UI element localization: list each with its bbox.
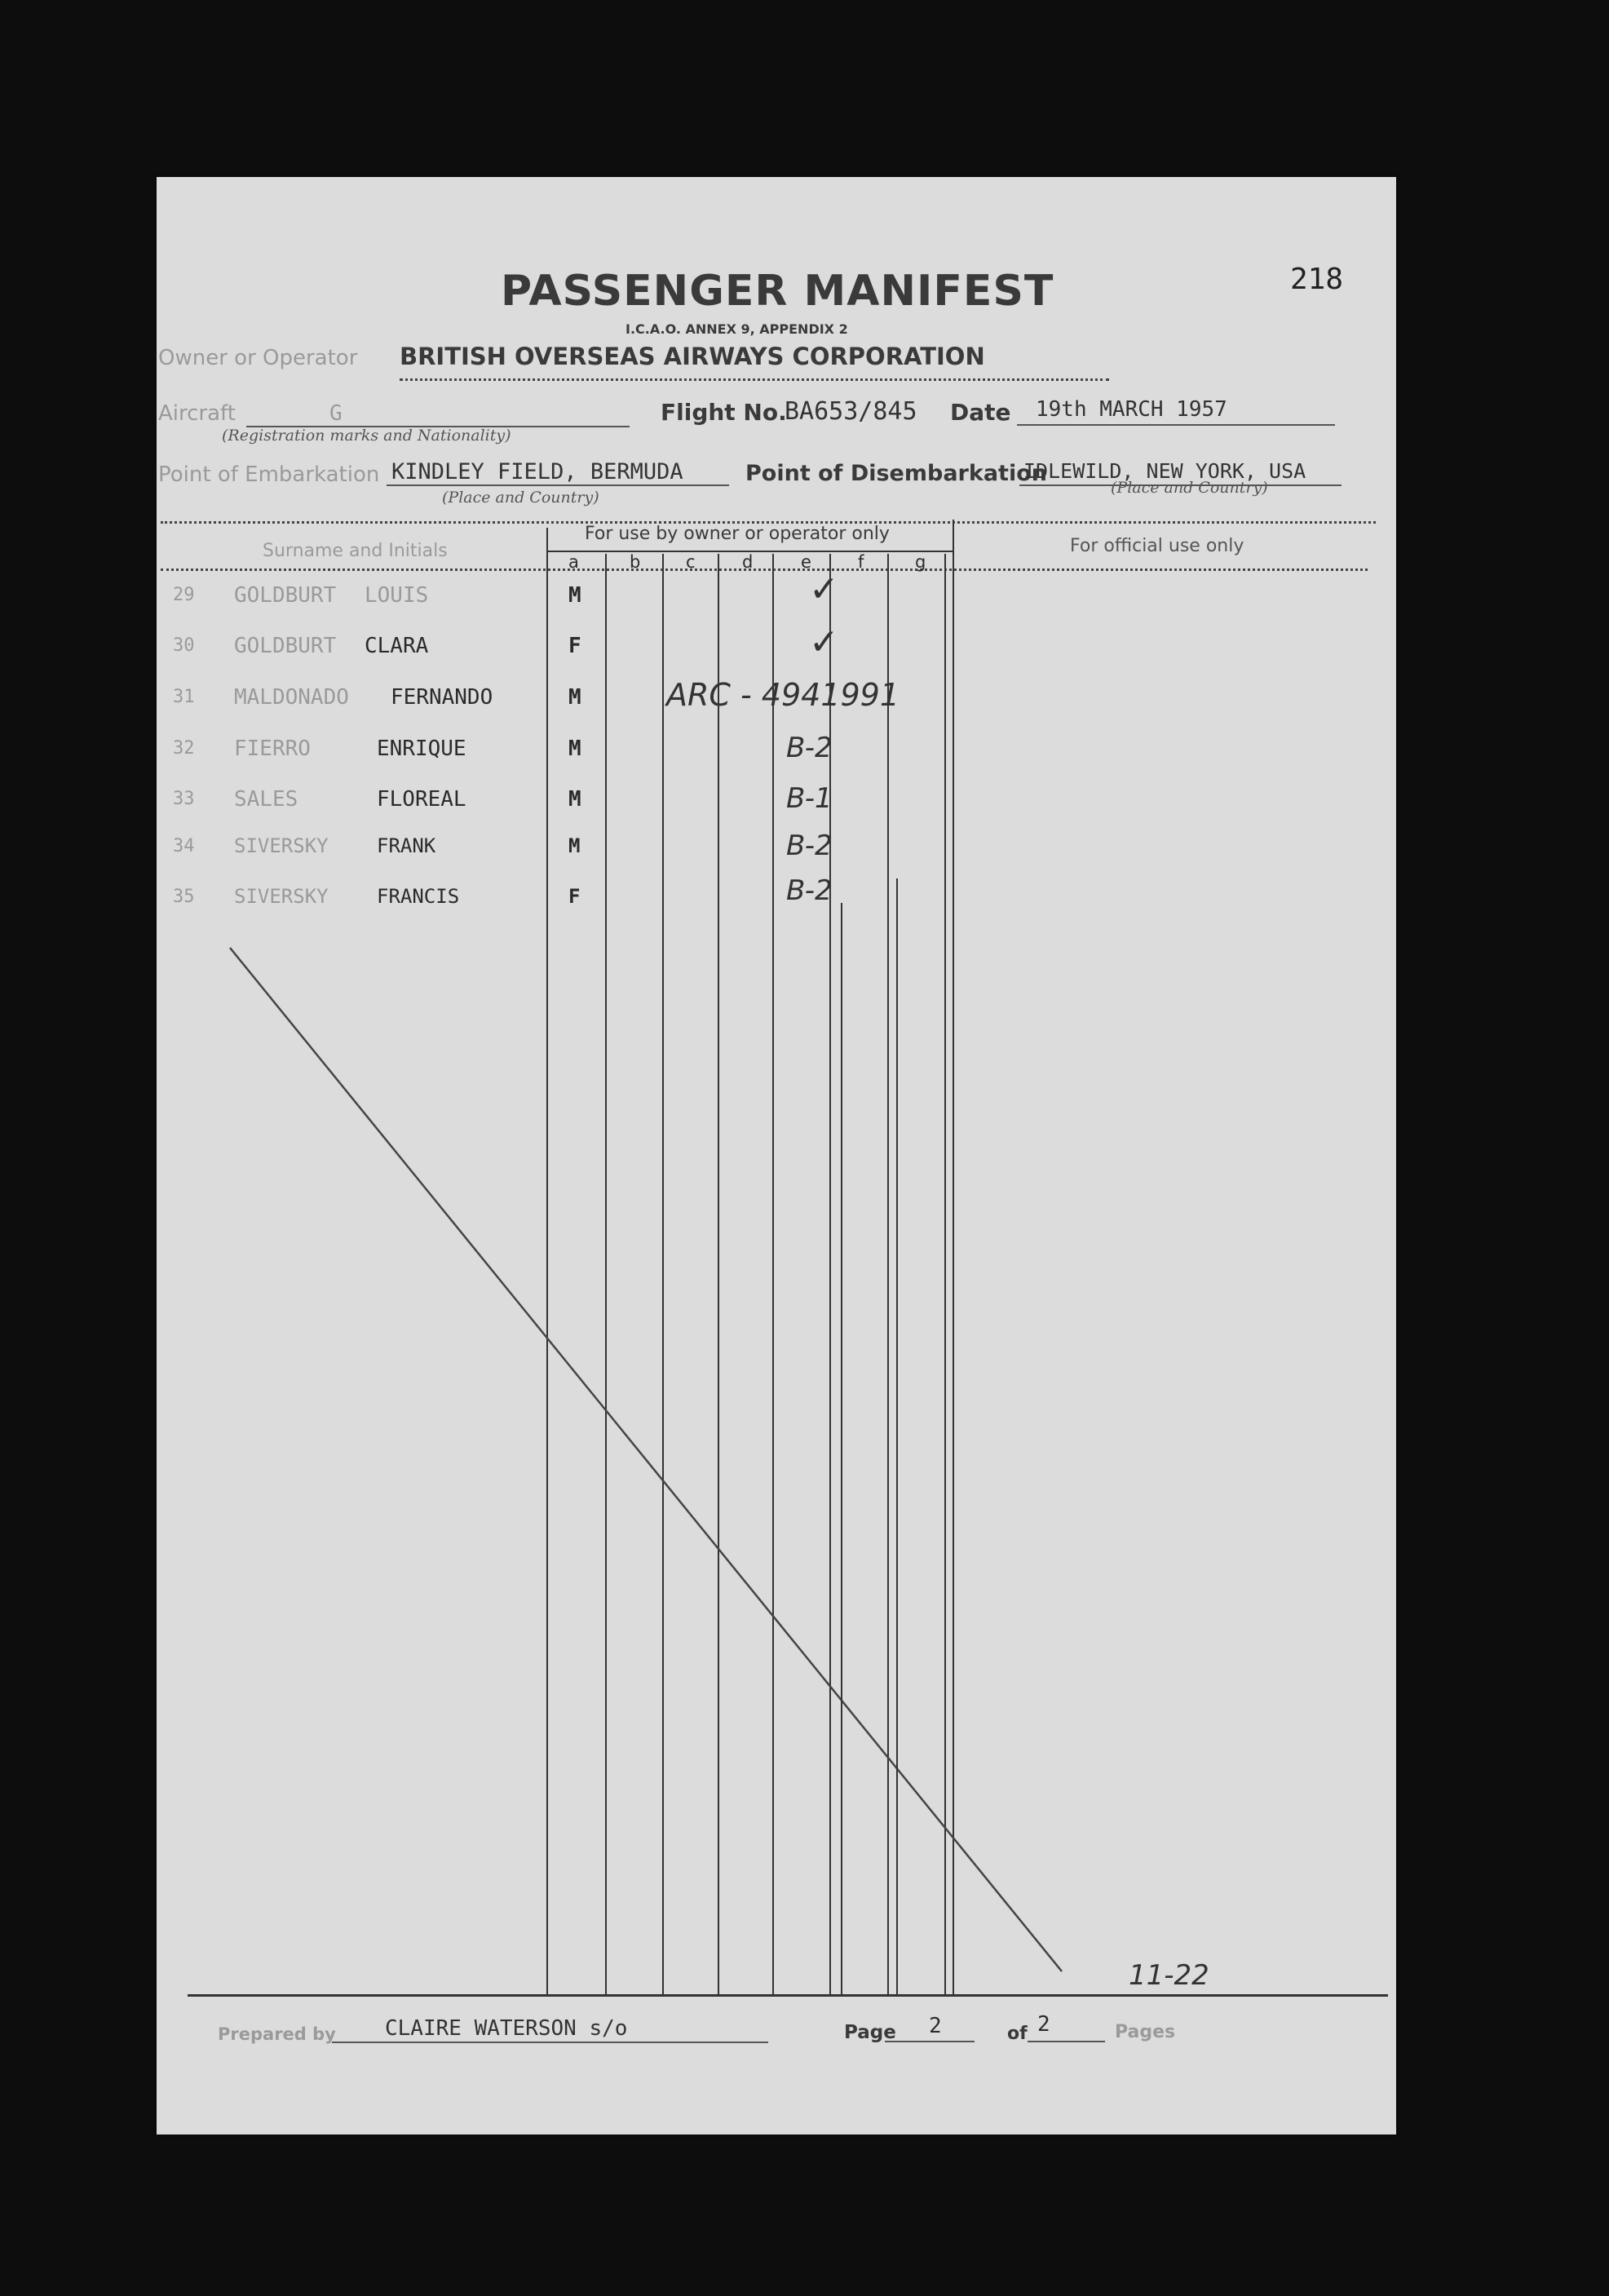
passenger-surname: GOLDBURT <box>234 634 337 658</box>
pages-label: Pages <box>1115 2022 1176 2042</box>
passenger-sex: M <box>568 685 581 710</box>
date-value: 19th MARCH 1957 <box>1036 397 1227 422</box>
passenger-sex: M <box>568 583 581 608</box>
sub-col-c: c <box>686 552 696 572</box>
embarkation-label: Point of Embarkation <box>158 462 380 487</box>
form-title: PASSENGER MANIFEST <box>501 267 1054 316</box>
page-of-label: of <box>1007 2024 1028 2044</box>
row-number: 34 <box>173 836 195 856</box>
form-subtitle: I.C.A.O. ANNEX 9, APPENDIX 2 <box>625 321 848 337</box>
row-number: 33 <box>173 789 195 809</box>
handwritten-mark: B-2 <box>786 732 833 764</box>
manifest-sheet <box>157 177 1396 2135</box>
embarkation-value: KINDLEY FIELD, BERMUDA <box>391 459 683 484</box>
handwritten-mark: B-2 <box>786 874 833 907</box>
page-total: 2 <box>1037 2012 1050 2037</box>
diagonal-strike-line <box>157 177 1396 2135</box>
sub-col-e: e <box>801 552 811 572</box>
disembarkation-note: (Place and Country) <box>1111 479 1268 497</box>
passenger-sex: F <box>568 634 581 658</box>
handwritten-tally: 11-22 <box>1129 1959 1209 1992</box>
passenger-sex: F <box>568 885 581 908</box>
passenger-surname: FIERRO <box>234 737 311 761</box>
date-label: Date <box>950 399 1011 426</box>
disembarkation-label: Point of Disembarkation <box>745 461 1047 486</box>
sub-col-d: d <box>742 552 754 572</box>
row-number: 29 <box>173 585 195 605</box>
passenger-sex: M <box>568 787 581 812</box>
passenger-given-name: ENRIQUE <box>377 737 466 761</box>
disembarkation-value: IDLEWILD, NEW YORK, USA <box>1023 459 1306 483</box>
page-number: 2 <box>929 2014 942 2038</box>
embarkation-note: (Place and Country) <box>442 489 599 507</box>
passenger-given-name: FRANK <box>377 834 436 857</box>
handwritten-mark: ✓ <box>809 568 839 610</box>
handwritten-mark: ✓ <box>809 622 839 663</box>
owner-label: Owner or Operator <box>158 346 358 370</box>
sub-col-g: g <box>915 552 926 572</box>
row-number: 30 <box>173 635 195 656</box>
passenger-surname: SIVERSKY <box>234 834 329 857</box>
prepared-by-label: Prepared by <box>218 2024 336 2044</box>
passenger-given-name: LOUIS <box>365 583 429 608</box>
flight-value: BA653/845 <box>785 397 917 426</box>
page-reference-number: 218 <box>1290 263 1344 296</box>
owner-value: BRITISH OVERSEAS AIRWAYS CORPORATION <box>400 343 985 370</box>
passenger-given-name: CLARA <box>365 634 429 658</box>
passenger-surname: GOLDBURT <box>234 583 337 608</box>
passenger-surname: SIVERSKY <box>234 885 329 908</box>
passenger-given-name: FERNANDO <box>391 685 493 710</box>
sub-col-b: b <box>630 552 641 572</box>
row-number: 32 <box>173 738 195 759</box>
aircraft-note: (Registration marks and Nationality) <box>222 427 511 445</box>
passenger-surname: SALES <box>234 787 298 812</box>
passenger-given-name: FRANCIS <box>377 885 460 908</box>
row-number: 35 <box>173 887 195 907</box>
column-header-owner-use: For use by owner or operator only <box>585 524 890 544</box>
passenger-sex: M <box>568 834 581 857</box>
sub-col-f: f <box>858 552 864 572</box>
column-header-name: Surname and Initials <box>263 541 448 561</box>
passenger-sex: M <box>568 737 581 761</box>
sub-col-a: a <box>568 552 579 572</box>
row-number: 31 <box>173 687 195 707</box>
handwritten-mark: ARC - 4941991 <box>666 677 900 713</box>
handwritten-mark: B-1 <box>786 782 833 815</box>
column-header-official: For official use only <box>1070 536 1244 556</box>
aircraft-value: G <box>329 401 343 426</box>
passenger-surname: MALDONADO <box>234 685 349 710</box>
prepared-by-value: CLAIRE WATERSON s/o <box>385 2016 628 2041</box>
footer-rule <box>188 1994 1388 1997</box>
page-label: Page <box>844 2022 896 2043</box>
passenger-given-name: FLOREAL <box>377 787 466 812</box>
aircraft-label: Aircraft <box>158 401 236 426</box>
flight-label: Flight No. <box>661 399 787 426</box>
handwritten-mark: B-2 <box>786 829 833 862</box>
